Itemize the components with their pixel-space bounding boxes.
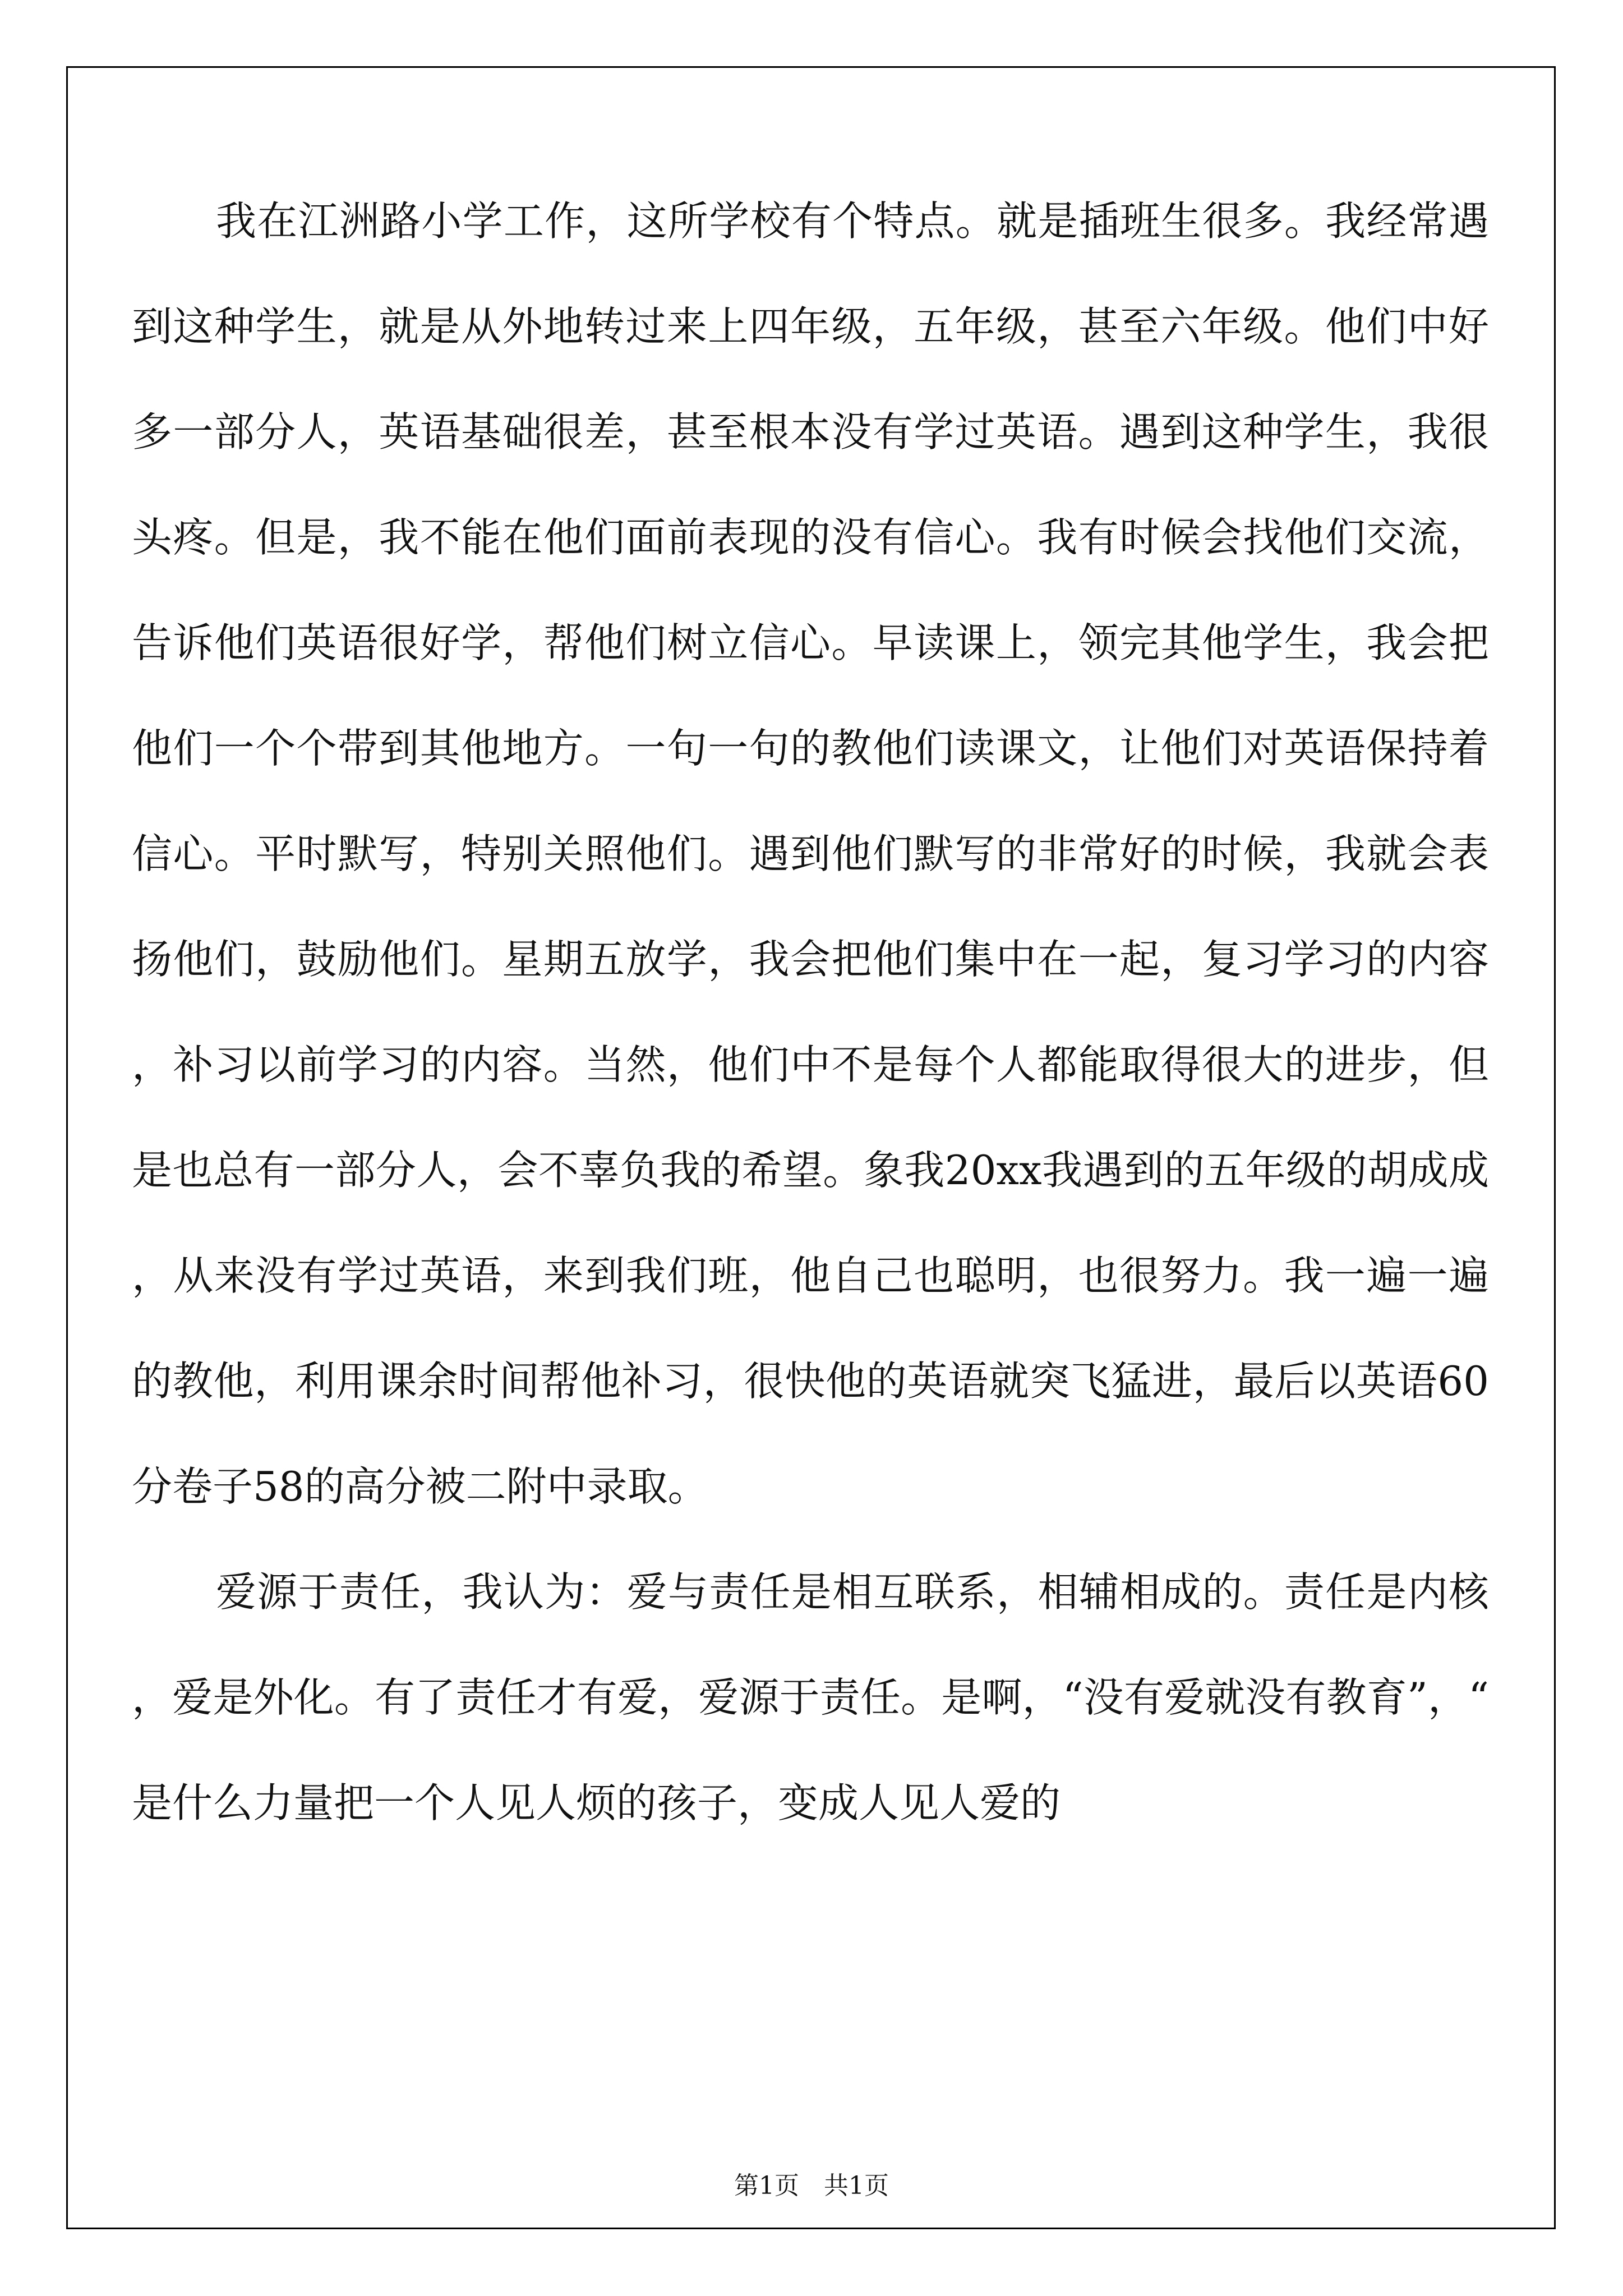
paragraph-1: 我在江洲路小学工作，这所学校有个特点。就是插班生很多。我经常遇到这种学生，就是从外地转过来上四年级，五年级，甚至六年级。他们中好多一部分人，英语基础很差，甚至根本没有学过英语。遇到这种学生，我很头疼。但是，我不能在他们面前表现的没有信心。我有时候会找他们交流，告诉他们英语很好学，帮他们树立信心。早读课上，领完其他学生，我会把他们一个个带到其他地方。一句一句的教他们读课文，让他们对英语保持着信心。平时默写，特别关照他们。遇到他们默写的非常好的时候，我就会表扬他们，鼓励他们。星期五放学，我会把他们集中在一起，复习学习的内容，补习以前学习的内容。当然，他们中不是每个人都能取得很大的进步，但是也总有一部分人，会不辜负我的希望。象我20xx我遇到的五年级的胡成成，从来没有学过英语，来到我们班，他自己也聪明，也很努力。我一遍一遍的教他，利用课余时间帮他补习，很快他的英语就突飞猛进，最后以英语60分卷子58的高分被二附中录取。 <box>132 197 1489 1510</box>
document-body <box>132 168 1489 1856</box>
page-number-footer: 第1页 共1页 <box>734 2171 889 2200</box>
paragraph-2: 爱源于责任，我认为：爱与责任是相互联系，相辅相成的。责任是内核，爱是外化。有了责任才有爱，爱源于责任。是啊，“没有爱就没有教育”，“是什么力量把一个人见人烦的孩子，变成人见人爱的 <box>132 1568 1489 1826</box>
